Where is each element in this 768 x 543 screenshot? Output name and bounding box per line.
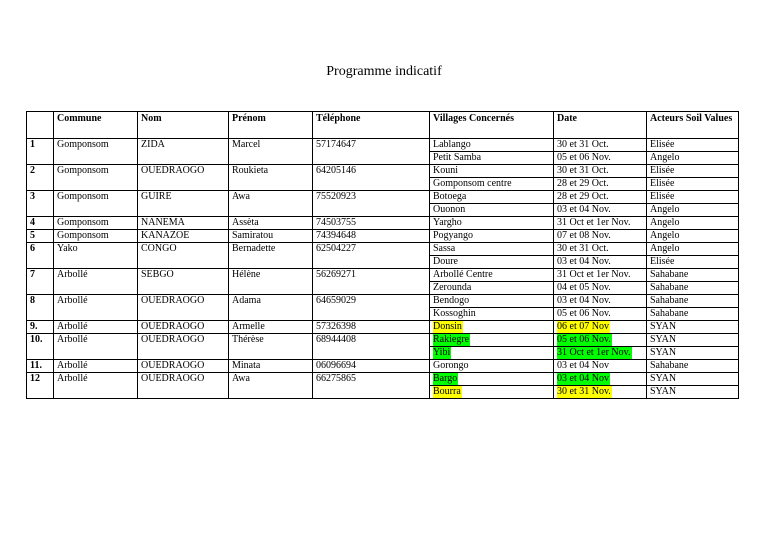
date-list [554, 334, 646, 359]
acteur-list [647, 295, 738, 320]
cell-acteurs [647, 230, 739, 243]
cell-dates [554, 191, 647, 217]
village-text: Zerounda [433, 282, 472, 293]
cell-commune: Gomponsom [54, 139, 138, 165]
cell-nom: SEBGO [138, 269, 229, 295]
village-text: Petit Samba [433, 152, 482, 163]
table-row [27, 334, 739, 360]
cell-nom: OUEDRAOGO [138, 295, 229, 321]
acteur-text: Sahabane [650, 269, 689, 280]
cell-prenom: Awa [229, 191, 313, 217]
table-row [27, 139, 739, 165]
date-text: 30 et 31 Oct. [557, 243, 609, 254]
date-list [554, 373, 646, 398]
acteur-line [647, 255, 738, 268]
village-line [430, 373, 553, 385]
cell-number: 6 [27, 243, 54, 269]
acteur-text: Angelo [650, 230, 680, 241]
village-text: Doure [433, 256, 458, 267]
cell-prenom: Marcel [229, 139, 313, 165]
cell-number: 7 [27, 269, 54, 295]
table-row [27, 360, 739, 373]
village-text: Kouni [433, 165, 458, 176]
cell-dates [554, 139, 647, 165]
table-row [27, 373, 739, 399]
cell-acteurs [647, 217, 739, 230]
village-line [430, 177, 553, 190]
acteur-text: SYAN [650, 386, 677, 397]
date-list [554, 139, 646, 164]
cell-dates [554, 269, 647, 295]
cell-number: 4 [27, 217, 54, 230]
cell-commune: Gomponsom [54, 191, 138, 217]
cell-dates [554, 165, 647, 191]
cell-dates [554, 217, 647, 230]
village-list [430, 334, 553, 359]
village-text: Kossoghin [433, 308, 476, 319]
cell-acteurs [647, 295, 739, 321]
date-text: 05 et 06 Nov. [557, 308, 611, 319]
village-line [430, 295, 553, 307]
cell-prenom: Thérèse [229, 334, 313, 360]
acteur-list [647, 191, 738, 216]
cell-nom: OUEDRAOGO [138, 321, 229, 334]
cell-nom: OUEDRAOGO [138, 373, 229, 399]
cell-number: 5 [27, 230, 54, 243]
village-list [430, 230, 553, 242]
date-text: 30 et 31 Oct. [557, 139, 609, 150]
cell-acteurs [647, 139, 739, 165]
acteur-text: Angelo [650, 243, 680, 254]
table-row [27, 217, 739, 230]
header-cell-prenom: Prénom [229, 112, 313, 139]
village-line [430, 385, 553, 398]
cell-villages [430, 139, 554, 165]
cell-acteurs [647, 243, 739, 269]
acteur-list [647, 165, 738, 190]
cell-commune: Arbollé [54, 334, 138, 360]
cell-number: 10. [27, 334, 54, 360]
cell-villages [430, 230, 554, 243]
village-line [430, 307, 553, 320]
village-list [430, 165, 553, 190]
table-row [27, 243, 739, 269]
village-text: Botoega [433, 191, 467, 202]
date-list [554, 321, 646, 333]
date-list [554, 269, 646, 294]
cell-commune: Yako [54, 243, 138, 269]
village-line [430, 281, 553, 294]
date-line [554, 243, 646, 255]
date-text: 30 et 31 Oct. [557, 165, 609, 176]
village-line [430, 321, 553, 333]
acteur-text: Sahabane [650, 282, 689, 293]
date-line [554, 230, 646, 242]
cell-telephone: 74503755 [313, 217, 430, 230]
acteur-line [647, 230, 738, 242]
cell-prenom: Bernadette [229, 243, 313, 269]
date-text: 07 et 08 Nov. [557, 230, 611, 241]
header-cell-villages: Villages Concernés [430, 112, 554, 139]
cell-prenom: Samiratou [229, 230, 313, 243]
date-line [554, 346, 646, 359]
cell-acteurs [647, 165, 739, 191]
acteur-line [647, 281, 738, 294]
date-list [554, 191, 646, 216]
village-text: Yibi [433, 347, 451, 358]
village-line [430, 243, 553, 255]
table-body [27, 112, 739, 399]
date-list [554, 230, 646, 242]
village-list [430, 139, 553, 164]
header-cell-telephone: Téléphone [313, 112, 430, 139]
date-list [554, 217, 646, 229]
cell-prenom: Adama [229, 295, 313, 321]
date-text: 31 Oct et 1er Nov. [557, 347, 631, 358]
acteur-text: Elisée [650, 178, 675, 189]
date-line [554, 151, 646, 164]
date-line [554, 281, 646, 294]
cell-telephone: 66275865 [313, 373, 430, 399]
cell-number: 8 [27, 295, 54, 321]
acteur-line [647, 243, 738, 255]
cell-nom: OUEDRAOGO [138, 334, 229, 360]
acteur-text: Angelo [650, 217, 680, 228]
cell-prenom: Roukieta [229, 165, 313, 191]
date-text: 04 et 05 Nov. [557, 282, 611, 293]
village-text: Bourra [433, 386, 461, 397]
cell-acteurs [647, 373, 739, 399]
cell-acteurs [647, 360, 739, 373]
acteur-text: Sahabane [650, 295, 689, 306]
cell-telephone: 74394648 [313, 230, 430, 243]
table-row [27, 191, 739, 217]
acteur-line [647, 165, 738, 177]
header-cell-nom: Nom [138, 112, 229, 139]
cell-acteurs [647, 269, 739, 295]
program-table [26, 111, 739, 399]
village-line [430, 346, 553, 359]
village-text: Gorongo [433, 360, 469, 371]
date-line [554, 360, 646, 372]
acteur-text: Elisée [650, 165, 675, 176]
date-list [554, 360, 646, 372]
cell-dates [554, 230, 647, 243]
acteur-line [647, 385, 738, 398]
cell-number: 2 [27, 165, 54, 191]
acteur-line [647, 217, 738, 229]
village-text: Yargho [433, 217, 462, 228]
acteur-list [647, 360, 738, 372]
cell-villages [430, 295, 554, 321]
cell-acteurs [647, 321, 739, 334]
acteur-list [647, 334, 738, 359]
cell-nom: KANAZOE [138, 230, 229, 243]
date-text: 31 Oct et 1er Nov. [557, 269, 631, 280]
village-text: Rakiegre [433, 334, 470, 345]
cell-villages [430, 321, 554, 334]
village-line [430, 139, 553, 151]
date-line [554, 269, 646, 281]
cell-prenom: Awa [229, 373, 313, 399]
cell-villages [430, 334, 554, 360]
acteur-list [647, 269, 738, 294]
acteur-line [647, 334, 738, 346]
acteur-line [647, 373, 738, 385]
village-text: Ouonon [433, 204, 466, 215]
cell-acteurs [647, 334, 739, 360]
acteur-line [647, 307, 738, 320]
village-line [430, 269, 553, 281]
village-list [430, 217, 553, 229]
cell-acteurs [647, 191, 739, 217]
village-line [430, 191, 553, 203]
acteur-line [647, 203, 738, 216]
village-line [430, 230, 553, 242]
date-text: 03 et 04 Nov. [557, 295, 611, 306]
acteur-line [647, 151, 738, 164]
cell-villages [430, 217, 554, 230]
acteur-line [647, 177, 738, 190]
cell-prenom: Hélène [229, 269, 313, 295]
date-line [554, 385, 646, 398]
header-cell-commune: Commune [54, 112, 138, 139]
cell-commune: Arbollé [54, 321, 138, 334]
acteur-line [647, 346, 738, 359]
cell-telephone: 75520923 [313, 191, 430, 217]
cell-nom: OUEDRAOGO [138, 360, 229, 373]
acteur-list [647, 139, 738, 164]
cell-commune: Gomponsom [54, 165, 138, 191]
cell-dates [554, 334, 647, 360]
cell-number: 3 [27, 191, 54, 217]
date-text: 05 et 06 Nov. [557, 334, 611, 345]
date-line [554, 191, 646, 203]
date-line [554, 255, 646, 268]
acteur-text: Elisée [650, 139, 675, 150]
cell-number: 11. [27, 360, 54, 373]
table-row [27, 269, 739, 295]
acteur-list [647, 230, 738, 242]
cell-telephone: 68944408 [313, 334, 430, 360]
date-line [554, 307, 646, 320]
table-row [27, 165, 739, 191]
acteur-text: Elisée [650, 256, 675, 267]
cell-telephone: 57174647 [313, 139, 430, 165]
acteur-text: Elisée [650, 191, 675, 202]
village-line [430, 360, 553, 372]
village-list [430, 269, 553, 294]
cell-nom: ZIDA [138, 139, 229, 165]
cell-dates [554, 243, 647, 269]
cell-telephone: 64659029 [313, 295, 430, 321]
acteur-line [647, 295, 738, 307]
village-list [430, 321, 553, 333]
cell-villages [430, 269, 554, 295]
cell-dates [554, 295, 647, 321]
acteur-text: SYAN [650, 334, 677, 345]
cell-villages [430, 165, 554, 191]
cell-telephone: 57326398 [313, 321, 430, 334]
header-cell-num [27, 112, 54, 139]
date-list [554, 165, 646, 190]
cell-telephone: 62504227 [313, 243, 430, 269]
acteur-text: Angelo [650, 204, 680, 215]
village-text: Bargo [433, 373, 458, 384]
cell-prenom: Minata [229, 360, 313, 373]
cell-telephone: 56269271 [313, 269, 430, 295]
date-line [554, 373, 646, 385]
cell-number: 1 [27, 139, 54, 165]
village-text: Arbollé Centre [433, 269, 493, 280]
date-list [554, 243, 646, 268]
cell-commune: Arbollé [54, 295, 138, 321]
village-line [430, 203, 553, 216]
cell-dates [554, 321, 647, 334]
date-line [554, 203, 646, 216]
village-text: Pogyango [433, 230, 473, 241]
village-list [430, 191, 553, 216]
village-line [430, 334, 553, 346]
village-line [430, 165, 553, 177]
cell-commune: Gomponsom [54, 217, 138, 230]
cell-villages [430, 360, 554, 373]
cell-nom: GUIRE [138, 191, 229, 217]
cell-number: 12 [27, 373, 54, 399]
date-text: 06 et 07 Nov [557, 321, 609, 332]
cell-dates [554, 360, 647, 373]
date-line [554, 139, 646, 151]
cell-telephone: 06096694 [313, 360, 430, 373]
acteur-line [647, 139, 738, 151]
village-list [430, 360, 553, 372]
cell-nom: NANEMA [138, 217, 229, 230]
cell-nom: OUEDRAOGO [138, 165, 229, 191]
date-text: 31 Oct et 1er Nov. [557, 217, 631, 228]
village-list [430, 373, 553, 398]
cell-dates [554, 373, 647, 399]
cell-commune: Arbollé [54, 373, 138, 399]
date-text: 05 et 06 Nov. [557, 152, 611, 163]
date-line [554, 165, 646, 177]
acteur-list [647, 373, 738, 398]
acteur-list [647, 321, 738, 333]
village-text: Sassa [433, 243, 456, 254]
date-text: 03 et 04 Nov [557, 373, 609, 384]
cell-villages [430, 243, 554, 269]
cell-number: 9. [27, 321, 54, 334]
cell-villages [430, 373, 554, 399]
acteur-text: SYAN [650, 347, 677, 358]
cell-commune: Gomponsom [54, 230, 138, 243]
cell-telephone: 64205146 [313, 165, 430, 191]
acteur-list [647, 217, 738, 229]
acteur-text: Angelo [650, 152, 680, 163]
village-text: Gomponsom centre [433, 178, 512, 189]
date-text: 28 et 29 Oct. [557, 178, 609, 189]
table-header-row [27, 112, 739, 139]
cell-commune: Arbollé [54, 360, 138, 373]
village-text: Donsin [433, 321, 462, 332]
village-text: Bendogo [433, 295, 470, 306]
date-text: 03 et 04 Nov. [557, 256, 611, 267]
date-text: 28 et 29 Oct. [557, 191, 609, 202]
table-row [27, 230, 739, 243]
date-list [554, 295, 646, 320]
acteur-line [647, 269, 738, 281]
date-text: 03 et 04 Nov [557, 360, 609, 371]
acteur-line [647, 321, 738, 333]
cell-nom: CONGO [138, 243, 229, 269]
cell-prenom: Armelle [229, 321, 313, 334]
village-list [430, 295, 553, 320]
acteur-text: Sahabane [650, 308, 689, 319]
date-text: 03 et 04 Nov. [557, 204, 611, 215]
header-cell-date: Date [554, 112, 647, 139]
table-row [27, 321, 739, 334]
date-line [554, 321, 646, 333]
village-text: Lablango [433, 139, 471, 150]
header-cell-acteurs: Acteurs Soil Values [647, 112, 739, 139]
date-line [554, 334, 646, 346]
date-text: 30 et 31 Nov. [557, 386, 611, 397]
village-list [430, 243, 553, 268]
table-row [27, 295, 739, 321]
village-line [430, 255, 553, 268]
date-line [554, 177, 646, 190]
acteur-list [647, 243, 738, 268]
acteur-line [647, 191, 738, 203]
date-line [554, 295, 646, 307]
cell-commune: Arbollé [54, 269, 138, 295]
acteur-text: SYAN [650, 321, 677, 332]
acteur-text: SYAN [650, 373, 677, 384]
village-line [430, 151, 553, 164]
cell-villages [430, 191, 554, 217]
acteur-line [647, 360, 738, 372]
cell-prenom: Assèta [229, 217, 313, 230]
date-line [554, 217, 646, 229]
page-title: Programme indicatif [326, 64, 442, 79]
acteur-text: Sahabane [650, 360, 689, 371]
village-line [430, 217, 553, 229]
